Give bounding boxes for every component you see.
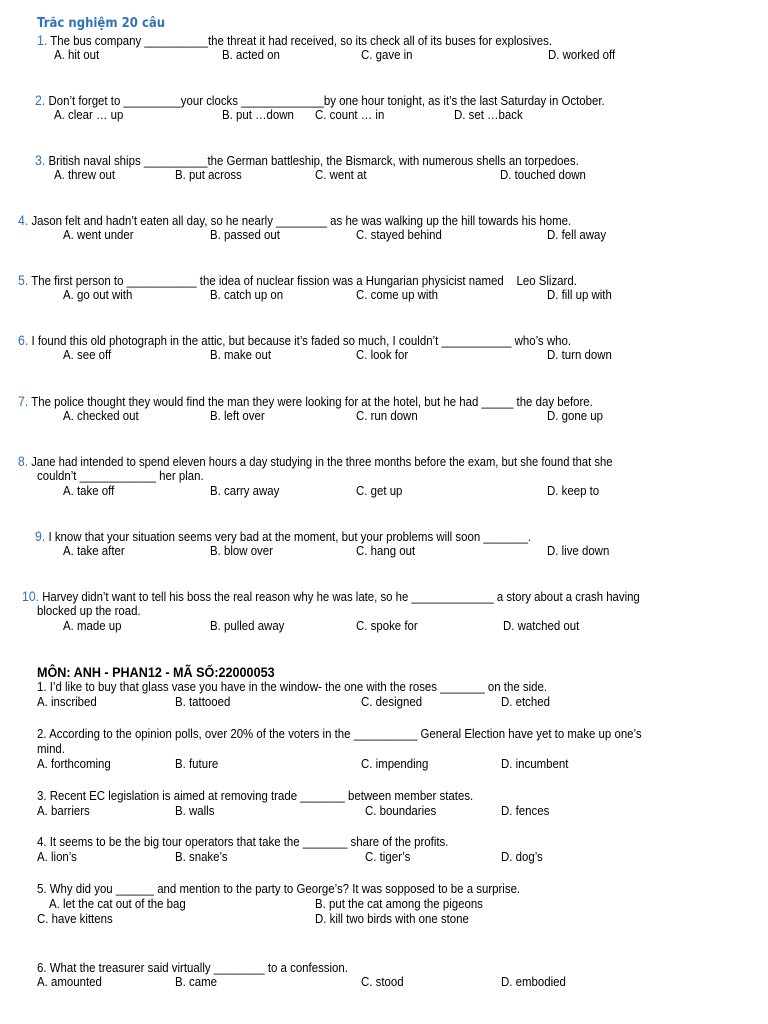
option-c: C. hang out [356, 543, 416, 558]
option-d: D. dog’s [501, 849, 543, 864]
section2-title: MÔN: ANH - PHAN12 - MÃ SỐ:22000053 [37, 664, 275, 680]
option-d: D. fill up with [547, 287, 612, 302]
section2-question-1: 1. I’d like to buy that glass vase you have in the window- the one with the roses _______ on the side. [37, 679, 548, 694]
option-c: C. stood [361, 974, 404, 989]
option-b: B. put the cat among the pigeons [315, 896, 483, 911]
option-d: D. live down [547, 543, 610, 558]
question-text: The police thought they would find the man they were looking for at the hotel, but he had _____ the day before. [28, 394, 593, 409]
option-d: D. embodied [501, 974, 566, 989]
question-text: Harvey didn’t want to tell his boss the real reason why he was late, so he _____________ a story about a crash having [39, 589, 640, 604]
option-b: B. put across [175, 167, 242, 182]
section2-question-5: 5. Why did you ______ and mention to the party to George’s? It was sopposed to be a surprise. [37, 881, 521, 896]
option-d: D. kill two birds with one stone [315, 911, 469, 926]
section1-title: Trắc nghiệm 20 câu [37, 16, 166, 31]
question-text: I found this old photograph in the attic, but because it’s faded so much, I couldn’t ___________ who’s who. [28, 333, 572, 348]
option-c: C. come up with [356, 287, 439, 302]
option-c: C. boundaries [365, 803, 437, 818]
question-9 [35, 529, 531, 543]
option-c: C. went at [315, 167, 367, 182]
question-1 [37, 33, 552, 47]
question-number: 7. [18, 393, 29, 409]
question-text: The first person to ___________ the idea of nuclear fission was a Hungarian physicist named Leo Slizard. [28, 273, 577, 288]
option-d: D. keep to [547, 483, 600, 498]
question-text: Jane had intended to spend eleven hours a day studying in the three months before the exam, but she found that she [28, 454, 613, 469]
option-b: B. blow over [210, 543, 273, 558]
option-b: B. make out [210, 347, 272, 362]
question-number: 10. [22, 588, 40, 604]
option-a: A. hit out [54, 47, 100, 62]
option-a: A. inscribed [37, 694, 97, 709]
question-number: 3. [35, 152, 46, 168]
question-3 [35, 153, 579, 167]
question-4 [18, 213, 571, 227]
option-b: B. pulled away [210, 618, 285, 633]
option-a: A. barriers [37, 803, 90, 818]
option-a: A. take off [63, 483, 115, 498]
option-c: C. impending [361, 756, 429, 771]
option-b: B. passed out [210, 227, 280, 242]
option-a: A. see off [63, 347, 112, 362]
option-b: B. put …down [222, 107, 294, 122]
option-d: D. incumbent [501, 756, 569, 771]
option-a: A. lion’s [37, 849, 77, 864]
question-text: I know that your situation seems very bad at the moment, but your problems will soon _______. [45, 529, 532, 544]
question-number: 9. [35, 528, 46, 544]
question-8 [18, 454, 612, 468]
question-number: 6. [18, 332, 29, 348]
question-number: 5. [18, 272, 29, 288]
option-d: D. fell away [547, 227, 607, 242]
option-a: A. clear … up [54, 107, 124, 122]
option-c: C. have kittens [37, 911, 113, 926]
section2-question-2: 2. According to the opinion polls, over 20% of the voters in the __________ General Election have yet to make up one’s [37, 726, 642, 741]
option-b: B. future [175, 756, 219, 771]
option-d: D. set …back [454, 107, 523, 122]
section2-question-4: 4. It seems to be the big tour operators that take the _______ share of the profits. [37, 834, 449, 849]
option-a: A. went under [63, 227, 134, 242]
question-5 [18, 273, 577, 287]
option-c: C. stayed behind [356, 227, 442, 242]
question-text-continued: blocked up the road. [37, 603, 141, 618]
option-d: D. fences [501, 803, 550, 818]
option-a: A. take after [63, 543, 125, 558]
option-c: C. spoke for [356, 618, 418, 633]
option-d: D. worked off [548, 47, 616, 62]
option-a: A. threw out [54, 167, 116, 182]
option-d: D. turn down [547, 347, 612, 362]
option-a: A. forthcoming [37, 756, 111, 771]
option-d: D. gone up [547, 408, 603, 423]
question-text: Jason felt and hadn’t eaten all day, so he nearly ________ as he was walking up the hill towards his home. [28, 213, 572, 228]
question-text: The bus company __________the threat it had received, so its check all of its buses for explosives. [47, 33, 553, 48]
question-number: 1. [37, 32, 48, 48]
option-a: A. amounted [37, 974, 102, 989]
option-b: B. left over [210, 408, 265, 423]
option-b: B. acted on [222, 47, 280, 62]
option-a: A. checked out [63, 408, 139, 423]
option-b: B. catch up on [210, 287, 284, 302]
option-d: D. watched out [503, 618, 580, 633]
question-number: 2. [35, 92, 46, 108]
option-d: D. etched [501, 694, 550, 709]
option-c: C. look for [356, 347, 409, 362]
question-number: 8. [18, 453, 29, 469]
question-10 [22, 589, 640, 603]
section2-question-6: 6. What the treasurer said virtually ________ to a confession. [37, 960, 348, 975]
question-2 [35, 93, 605, 107]
option-b: B. carry away [210, 483, 280, 498]
option-c: C. gave in [361, 47, 413, 62]
option-c: C. get up [356, 483, 403, 498]
option-b: B. walls [175, 803, 215, 818]
option-b: B. tattooed [175, 694, 231, 709]
question-6 [18, 333, 571, 347]
option-b: B. came [175, 974, 217, 989]
option-c: C. tiger’s [365, 849, 411, 864]
option-c: C. designed [361, 694, 423, 709]
question-number: 4. [18, 212, 29, 228]
option-d: D. touched down [500, 167, 586, 182]
question-text-continued: couldn’t ____________ her plan. [37, 468, 204, 483]
section2-question-3: 3. Recent EC legislation is aimed at removing trade _______ between member states. [37, 788, 474, 803]
option-c: C. count … in [315, 107, 385, 122]
question-text: British naval ships __________the German battleship, the Bismarck, with numerous shells an torpedoes. [45, 153, 579, 168]
question-text: Don’t forget to _________your clocks _____________by one hour tonight, as it’s the last Saturday in October. [45, 93, 605, 108]
option-b: B. snake’s [175, 849, 228, 864]
option-a: A. let the cat out of the bag [49, 896, 186, 911]
question-7 [18, 394, 593, 408]
option-a: A. go out with [63, 287, 133, 302]
question-text-continued: mind. [37, 741, 65, 756]
option-c: C. run down [356, 408, 418, 423]
option-a: A. made up [63, 618, 122, 633]
